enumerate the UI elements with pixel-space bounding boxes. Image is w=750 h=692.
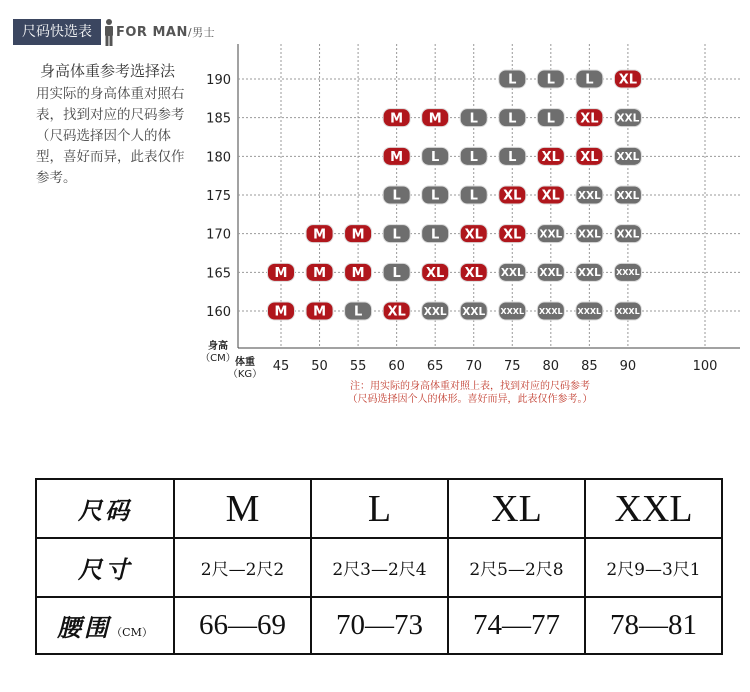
size-badge-label: M	[313, 266, 327, 282]
size-badge-label: L	[392, 227, 401, 243]
row-label-dimension: 尺寸	[36, 538, 174, 597]
size-badge-label: M	[428, 111, 442, 127]
size-cell: XXL	[585, 479, 722, 538]
height-tick-label: 175	[206, 189, 231, 204]
waist-cell: 70—73	[311, 597, 448, 654]
height-tick-label: 180	[206, 150, 231, 166]
note-line-1: 注：用实际的身高体重对照上表，找到对应的尺码参考	[350, 381, 590, 392]
size-cell: L	[311, 479, 448, 538]
size-badge-label: L	[469, 111, 478, 127]
size-badge-label: XXXL	[616, 306, 640, 316]
size-badge-label: M	[274, 266, 288, 282]
weight-tick-label: 60	[388, 359, 405, 374]
size-cell: M	[174, 479, 311, 538]
size-badge-label: XXL	[616, 151, 640, 164]
size-badge-label: XL	[580, 111, 599, 127]
waist-cell: 74—77	[448, 597, 585, 654]
dimension-cell: 2尺—2尺2	[174, 538, 311, 597]
waist-cell: 78—81	[585, 597, 722, 654]
size-badge-label: M	[274, 304, 288, 320]
size-badge-label: XXL	[616, 189, 640, 202]
method-text: 用实际的身高体重对照右表，找到对应的尺码参考（尺码选择因个人的体型，喜好而异，此表仅作参考。	[36, 86, 185, 186]
size-badge-label: XL	[580, 150, 599, 166]
dimension-cell: 2尺3—2尺4	[311, 538, 448, 597]
size-badge-label: XXL	[500, 267, 524, 280]
size-badge-label: XXL	[577, 228, 601, 241]
header-tag: 尺码快选表	[13, 19, 101, 45]
row-label-waist	[36, 597, 174, 654]
size-badge-label: L	[469, 188, 478, 204]
size-cell: XL	[448, 479, 585, 538]
height-tick-label: 165	[206, 266, 231, 282]
waist-cell: 66—69	[174, 597, 311, 654]
weight-tick-label: 70	[465, 359, 483, 374]
size-badge-label: L	[431, 150, 440, 166]
size-badge-label: XXL	[539, 267, 563, 280]
size-table	[35, 478, 723, 655]
size-badge-label: XXL	[616, 228, 640, 241]
size-badge-label: L	[392, 266, 401, 282]
height-tick-label: 190	[206, 73, 231, 88]
note-line-2: （尺码选择因个人的体形。喜好而异，此表仅作参考。）	[347, 394, 593, 405]
size-badge-label: XXL	[423, 305, 447, 318]
size-badge-label: M	[390, 111, 404, 127]
size-badge-label: XXL	[577, 267, 601, 280]
size-badge-label: L	[353, 304, 363, 320]
waist-unit: （CM）	[111, 626, 153, 639]
weight-tick-label: 100	[692, 359, 718, 374]
size-badge-label: XL	[541, 188, 560, 204]
size-badge-label: M	[351, 227, 365, 243]
dimension-cell: 2尺5—2尺8	[448, 538, 585, 597]
y-axis-unit: （CM）	[200, 353, 236, 364]
weight-tick-label: 45	[272, 359, 290, 374]
for-man-cn: /男士	[187, 26, 216, 39]
weight-tick-label: 75	[503, 359, 521, 374]
size-badge-label: XXL	[539, 228, 563, 241]
size-badge-label: XXXL	[539, 306, 563, 316]
size-badge-label: XXXL	[577, 306, 602, 316]
method-title: 身高体重参考选择法	[40, 62, 176, 80]
size-badge-label: XXXL	[500, 306, 525, 316]
size-badge-label: XXL	[616, 112, 640, 125]
chart-notes	[300, 380, 640, 406]
weight-tick-label: 85	[581, 359, 598, 374]
size-badge-label: XXL	[462, 305, 486, 318]
table-row	[36, 479, 722, 538]
size-badge-label: XL	[541, 150, 560, 166]
row-label-size: 尺码	[36, 479, 174, 538]
weight-tick-label: 90	[619, 359, 637, 374]
size-badge-label: L	[546, 72, 555, 88]
size-badge-label: L	[585, 72, 594, 88]
table-row	[36, 597, 722, 654]
size-badge-label: XL	[503, 227, 522, 243]
size-badge-label: L	[392, 188, 401, 204]
size-badge-label: M	[313, 304, 327, 320]
waist-label: 腰围	[57, 613, 112, 642]
y-axis-label: 身高	[208, 341, 228, 352]
size-badge-label: L	[431, 188, 440, 204]
size-badge-label: M	[351, 266, 365, 282]
weight-tick-label: 80	[542, 359, 560, 374]
for-man-text: FOR MAN	[116, 25, 188, 40]
size-badge-label: L	[508, 72, 517, 88]
weight-tick-label: 65	[426, 359, 444, 374]
size-badge-label: XL	[426, 266, 445, 282]
size-badge-label: XL	[618, 72, 638, 88]
size-badge-label: L	[469, 150, 478, 166]
size-badge-label: XL	[464, 227, 483, 243]
size-badge-label: XL	[503, 188, 522, 204]
size-badge-label: XL	[464, 266, 483, 282]
height-tick-label: 160	[206, 305, 231, 320]
table-row	[36, 538, 722, 597]
weight-tick-label: 55	[349, 359, 367, 374]
size-badge-label: XL	[387, 304, 406, 320]
height-tick-label: 185	[206, 111, 231, 127]
x-axis-unit: （KG）	[227, 369, 263, 380]
dimension-cell: 2尺9—3尺1	[585, 538, 722, 597]
size-badge-label: L	[546, 111, 555, 127]
size-badge-label: L	[508, 150, 517, 166]
weight-tick-label: 50	[311, 359, 328, 374]
size-badge-label: M	[390, 150, 404, 166]
height-tick-label: 170	[206, 227, 231, 243]
size-badge-label: M	[313, 227, 327, 243]
size-badge-label: L	[508, 111, 517, 127]
x-axis-label: 体重	[235, 357, 255, 368]
size-badge-label: XXXL	[616, 268, 640, 278]
size-badge-label: XXL	[577, 189, 601, 202]
size-badge-label: L	[431, 227, 440, 243]
